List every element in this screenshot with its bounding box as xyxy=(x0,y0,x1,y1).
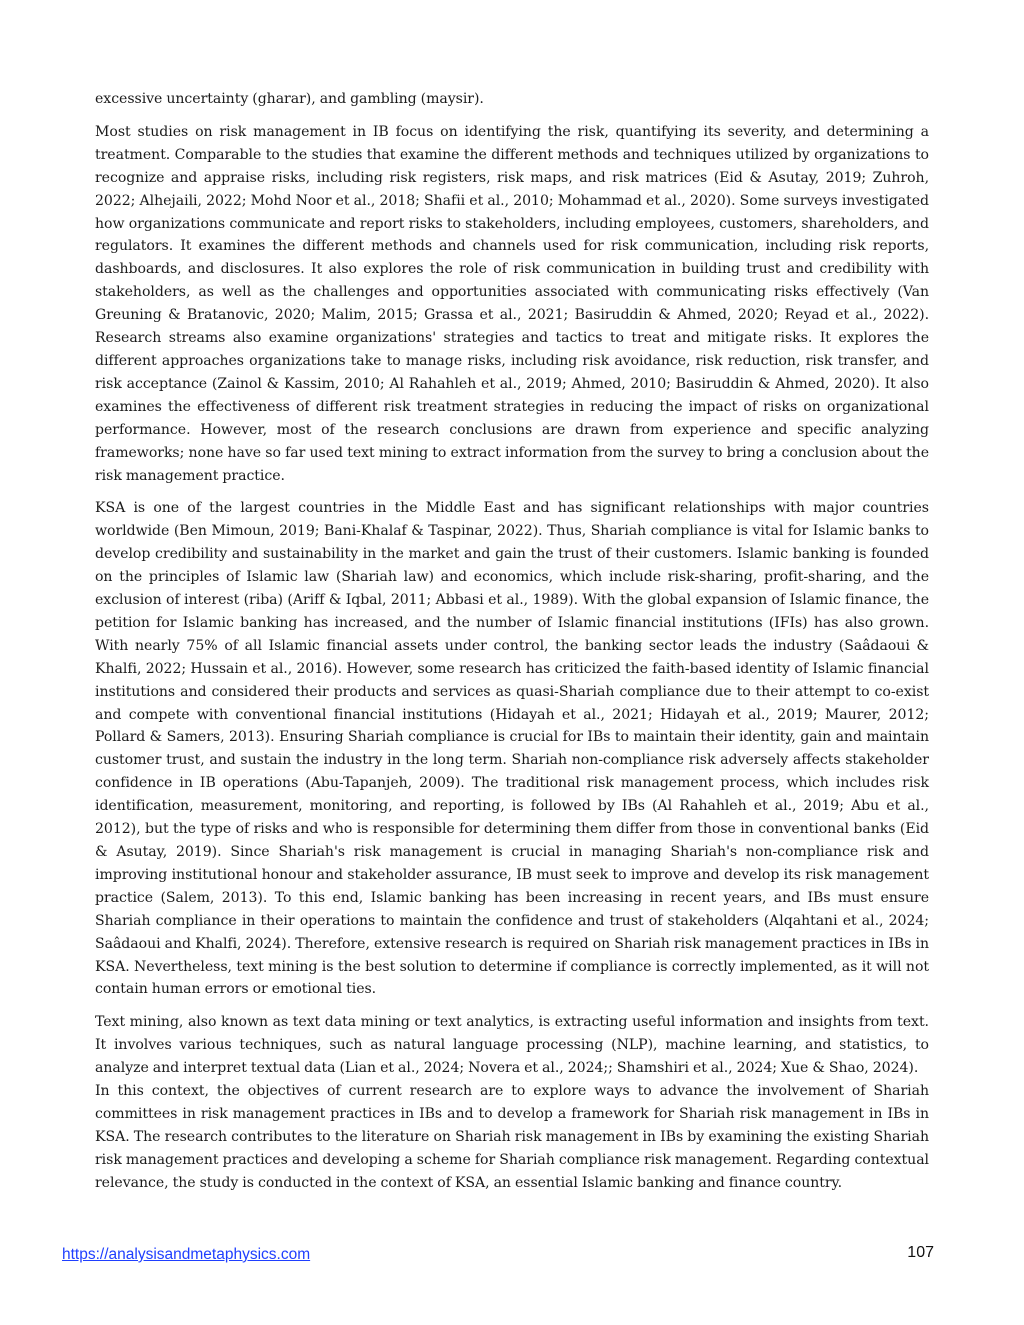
paragraph-text-mining: Text mining, also known as text data mining or text analytics, is extracting useful information and insights from text. It involves various techniques, such as natural language processing (NLP), machine learning, and statistics, to analyze and interpret textual data (Lian et al., 2024; Novera et al., 2024;; Shamshiri et al., 2024; Xue & Shao, 2024). xyxy=(95,1014,929,1077)
article-body xyxy=(95,88,929,1205)
journal-url-link[interactable]: https://analysisandmetaphysics.com xyxy=(62,1246,311,1263)
paragraph-ksa-shariah-compliance: KSA is one of the largest countries in the Middle East and has significant relationships with major countries worldwide (Ben Mimoun, 2019; Bani-Khalaf & Taspinar, 2022). Thus, Shariah compliance is vital for Islamic banks to develop credibility and sustainability in the market and gain the trust of their customers. Islamic banking is founded on the principles of Islamic law (Shariah law) and economics, which include risk-sharing, profit-sharing, and the exclusion of interest (riba) (Ariff & Iqbal, 2011; Abbasi et al., 1989). With the global expansion of Islamic finance, the petition for Islamic banking has increased, and the number of Islamic financial institutions (IFIs) has also grown. With nearly 75% of all Islamic financial assets under control, the banking sector leads the industry (Saâdaoui & Khalfi, 2022; Hussain et al., 2016). However, some research has criticized the faith-based identity of Islamic financial institutions and considered their products and services as quasi-Shariah compliance due to their attempt to co-exist and compete with conventional financial institutions (Hidayah et al., 2021; Hidayah et al., 2019; Maurer, 2012; Pollard & Samers, 2013). Ensuring Shariah compliance is crucial for IBs to maintain their identity, gain and maintain customer trust, and sustain the industry in the long term. Shariah non-compliance risk adversely affects stakeholder confidence in IB operations (Abu-Tapanjeh, 2009). The traditional risk management process, which includes risk identification, measurement, monitoring, and reporting, is followed by IBs (Al Rahahleh et al., 2019; Abu et al., 2012), but the type of risks and who is responsible for determining them differ from those in conventional banks (Eid & Asutay, 2019). Since Shariah's risk management is crucial in managing Shariah's non-compliance risk and improving institutional honour and stakeholder assurance, IB must seek to improve and develop its risk management practice (Salem, 2013). To this end, Islamic banking has been increasing in recent years, and IBs must ensure Shariah compliance in their operations to maintain the confidence and trust of stakeholders (Alqahtani et al., 2024; Saâdaoui and Khalfi, 2024). Therefore, extensive research is required on Shariah risk management practices in IBs in KSA. Nevertheless, text mining is the best solution to determine if compliance is correctly implemented, as it will not contain human errors or emotional ties. xyxy=(95,500,929,998)
paragraph-risk-management-studies: Most studies on risk management in IB focus on identifying the risk, quantifying its severity, and determining a treatment. Comparable to the studies that examine the different methods and techniques utilized by organizations to recognize and appraise risks, including risk registers, risk maps, and risk matrices (Eid & Asutay, 2019; Zuhroh, 2022; Alhejaili, 2022; Mohd Noor et al., 2018; Shafii et al., 2010; Mohammad et al., 2020). Some surveys investigated how organizations communicate and report risks to stakeholders, including employees, customers, shareholders, and regulators. It examines the different methods and channels used for risk communication, including risk reports, dashboards, and disclosures. It also explores the role of risk communication in building trust and credibility with stakeholders, as well as the challenges and opportunities associated with communicating risks effectively (Van Greuning & Bratanovic, 2020; Malim, 2015; Grassa et al., 2021; Basiruddin & Ahmed, 2020; Reyad et al., 2022). Research streams also examine organizations' strategies and tactics to treat and mitigate risks. It explores the different approaches organizations take to manage risks, including risk avoidance, risk reduction, risk transfer, and risk acceptance (Zainol & Kassim, 2010; Al Rahahleh et al., 2019; Ahmed, 2010; Basiruddin & Ahmed, 2020). It also examines the effectiveness of different risk treatment strategies in reducing the impact of risks on organizational performance. However, most of the research conclusions are drawn from experience and specific analyzing frameworks; none have so far used text mining to extract information from the survey to bring a conclusion about the risk management practice. xyxy=(95,123,929,484)
paragraph-continuation: excessive uncertainty (gharar), and gambling (maysir). xyxy=(95,91,484,107)
paragraph-research-objectives: In this context, the objectives of current research are to explore ways to advance the involvement of Shariah committees in risk management practices in IBs and to develop a framework for Shariah risk management in IBs in KSA. The research contributes to the literature on Shariah risk management in IBs by examining the existing Shariah risk management practices and developing a scheme for Shariah compliance risk management. Regarding contextual relevance, the study is conducted in the context of KSA, an essential Islamic banking and finance country. xyxy=(95,1083,929,1191)
page-number: 107 xyxy=(907,1244,934,1261)
